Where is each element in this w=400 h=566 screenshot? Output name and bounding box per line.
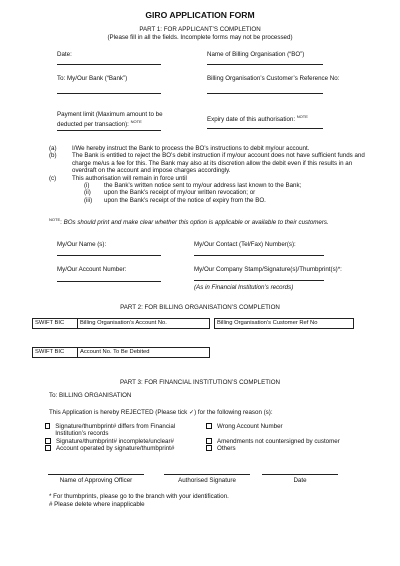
bo-account-table xyxy=(32,318,210,329)
date-label: Date: xyxy=(57,51,72,58)
billing-org-name-field[interactable] xyxy=(207,64,323,65)
footnote-thumbprints: * For thumbprints, please go to the branch with your identification. xyxy=(49,493,229,500)
reason-signature-differs[interactable]: Signature/thumbprint# differs from Financial Institution’s records xyxy=(45,423,197,438)
reason-others[interactable]: Others xyxy=(206,445,376,452)
debit-account-table xyxy=(32,347,210,358)
subclause-i: (i) the Bank’s written notice sent to my/our address last known to the Bank; xyxy=(84,182,302,190)
our-stamp-label: My/Our Company Stamp/Signature(s)/Thumbprint(s)*: xyxy=(194,266,342,273)
approving-officer-label: Name of Approving Officer xyxy=(59,477,133,484)
our-account-label: My/Our Account Number: xyxy=(57,266,127,273)
clause-c: (c) This authorisation will remain in force until xyxy=(49,174,187,182)
customer-ref-field[interactable] xyxy=(207,93,323,94)
bo-account-no-cell[interactable]: Billing Organisation’s Account No. xyxy=(80,320,167,326)
subclause-ii: (ii) upon the Bank’s receipt of my/our written revocation; or xyxy=(84,189,256,197)
note-superscript: NOTE xyxy=(296,114,308,119)
authorised-signature-line[interactable] xyxy=(164,474,250,475)
date-signature-label: Date xyxy=(293,477,307,484)
our-contact-label: My/Our Contact (Tel/Fax) Number(s): xyxy=(194,241,296,248)
authorised-signature-label: Authorised Signature xyxy=(178,477,236,484)
approving-officer-line[interactable] xyxy=(48,474,144,475)
footnote-delete: # Please delete where inapplicable xyxy=(49,501,145,508)
to-bank-field[interactable] xyxy=(57,93,161,94)
customer-ref-label: Billing Organisation’s Customer’s Reference No: xyxy=(207,75,340,82)
part1-note: (Please fill in all the fields. Incomplete forms may not be processed) xyxy=(107,34,293,41)
rejected-statement: This Application is hereby REJECTED (Please tick ✓) for the following reason (s): xyxy=(49,409,273,416)
our-contact-field[interactable] xyxy=(194,255,324,256)
our-account-field[interactable] xyxy=(57,281,161,282)
note-superscript: NOTE xyxy=(130,119,142,125)
checkbox[interactable] xyxy=(45,445,51,451)
swift-bic-cell: SWIFT BIC xyxy=(33,348,78,357)
account-to-debit-cell[interactable]: Account No. To Be Debited xyxy=(80,349,150,355)
form-title: GIRO APPLICATION FORM xyxy=(145,10,255,20)
payment-limit-label: Payment limit (Maximum amount to be deducted per transaction): $^{NOTE}$ xyxy=(57,111,163,129)
reason-account-operated[interactable]: Account operated by signature/thumbprint# xyxy=(45,445,197,452)
bo-customer-ref-table xyxy=(214,318,354,329)
our-name-field[interactable] xyxy=(57,255,161,256)
to-bank-label: To: My/Our Bank (“Bank”) xyxy=(57,75,128,82)
note-line: $^{NOTE}$: BOs should print and make clear whether this option is applicable or available to their customers. xyxy=(49,217,329,227)
date-line[interactable] xyxy=(262,474,338,475)
payment-limit-field[interactable] xyxy=(57,130,161,131)
billing-org-name-label: Name of Billing Organisation (“BO”) xyxy=(207,51,305,58)
checkbox[interactable] xyxy=(206,438,212,444)
part3-heading: PART 3: FOR FINANCIAL INSTITUTION’S COMPLETION xyxy=(120,379,280,386)
checkbox[interactable] xyxy=(206,423,212,429)
part1-heading: PART 1: FOR APPLICANT’S COMPLETION xyxy=(139,26,261,33)
as-in-records: (As in Financial Institution’s records) xyxy=(194,284,294,291)
our-stamp-field[interactable] xyxy=(194,280,324,281)
our-name-label: My/Our Name (s): xyxy=(57,241,107,248)
reasons-right xyxy=(206,423,376,453)
expiry-field[interactable] xyxy=(207,128,323,129)
part2-heading: PART 2: FOR BILLING ORGANISATION’S COMPLETION xyxy=(120,304,280,311)
reason-signature-incomplete[interactable]: Signature/thumbprint# incomplete/unclear# xyxy=(45,438,197,445)
expiry-label: Expiry date of this authorisation: $^{NOTE}$ xyxy=(207,114,308,124)
clause-b: (b) The Bank is entitled to reject the BO’s debit instruction if my/our account does not have sufficient funds and charge me/us a fee for this. The Bank may also at its discretion allow the debit even if this results in an overdraft on the account and impose charges accordingly. xyxy=(49,152,365,175)
reason-wrong-account[interactable]: Wrong Account Number xyxy=(206,423,376,430)
reason-amendments[interactable]: Amendments not countersigned by customer xyxy=(206,438,376,445)
checkbox[interactable] xyxy=(45,423,50,429)
swift-bic-cell: SWIFT BIC xyxy=(33,319,78,328)
clause-a: (a) I/We hereby instruct the Bank to process the BO’s instructions to debit my/our account. xyxy=(49,145,310,152)
checkbox[interactable] xyxy=(206,445,212,451)
clauses xyxy=(49,145,369,204)
to-billing-org: To: BILLING ORGANISATION xyxy=(49,392,132,399)
date-field[interactable] xyxy=(57,64,161,65)
subclause-iii: (iii) upon the Bank’s receipt of the notice of expiry from the BO. xyxy=(84,196,266,204)
reasons-left xyxy=(45,423,197,453)
checkbox[interactable] xyxy=(45,438,51,444)
bo-customer-ref-cell[interactable]: Billing Organisation’s Customer Ref No xyxy=(217,320,318,326)
